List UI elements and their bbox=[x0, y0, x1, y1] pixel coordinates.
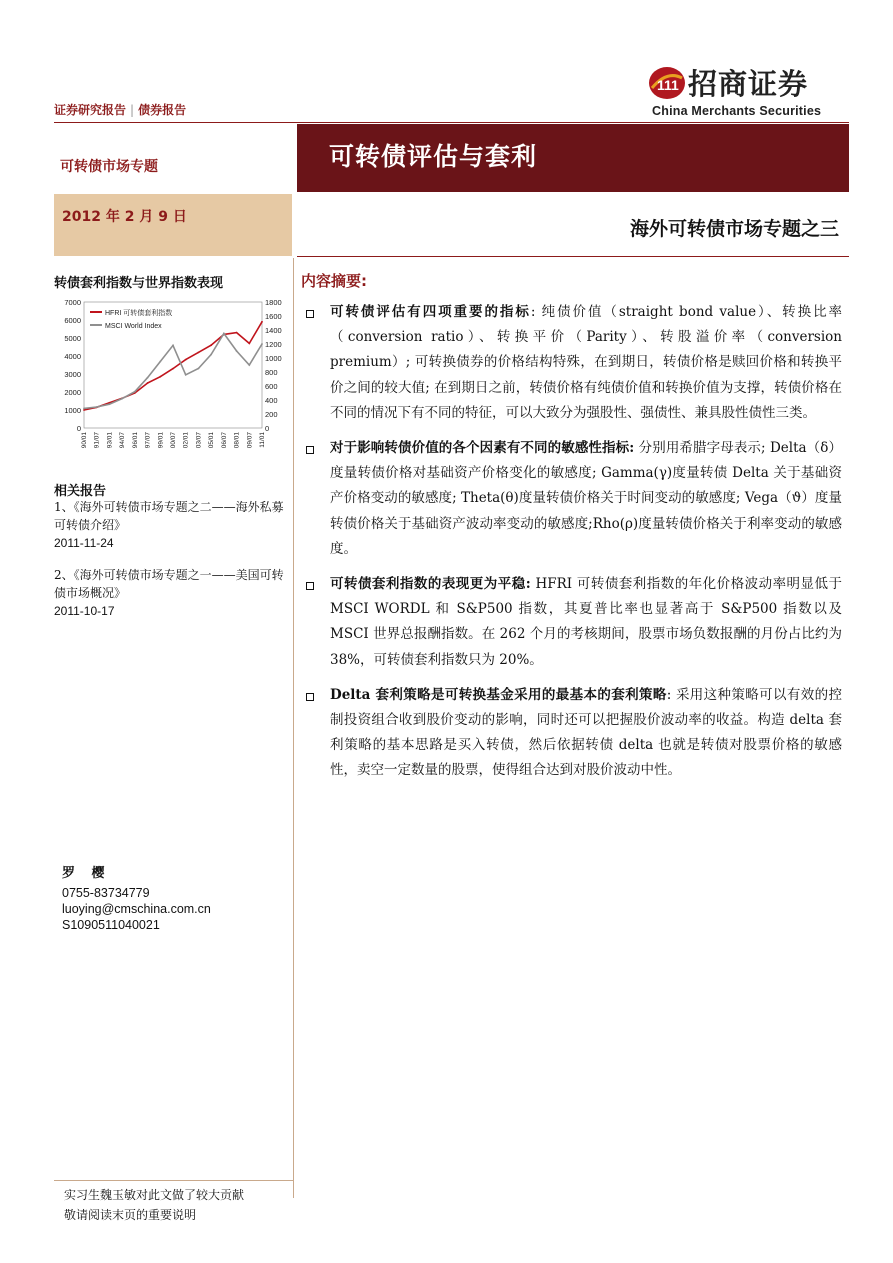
title-bar bbox=[297, 124, 849, 192]
series-point bbox=[185, 359, 187, 361]
author-phone: 0755-83734779 bbox=[62, 886, 150, 900]
y-right-tick-label: 1400 bbox=[265, 326, 282, 335]
x-tick-label: 06/07 bbox=[220, 432, 228, 449]
report-title: 可转债评估与套利 bbox=[329, 142, 538, 171]
x-tick-label: 93/01 bbox=[106, 432, 114, 449]
plot-area bbox=[84, 302, 262, 428]
footnote bbox=[64, 1185, 244, 1225]
index-chart bbox=[54, 292, 289, 462]
series-point bbox=[172, 345, 174, 347]
x-tick-label: 99/01 bbox=[157, 432, 165, 449]
series-point bbox=[121, 398, 123, 400]
topic-box bbox=[54, 124, 292, 192]
x-tick-label: 97/07 bbox=[144, 432, 152, 449]
related-reports-heading: 相关报告 bbox=[54, 484, 107, 499]
y-left-tick-label: 7000 bbox=[64, 298, 81, 307]
x-tick-label: 91/07 bbox=[93, 432, 101, 449]
report-subtitle: 海外可转债市场专题之三 bbox=[629, 218, 839, 240]
x-tick-label: 05/01 bbox=[208, 432, 216, 449]
chart-title: 转债套利指数与世界指数表现 bbox=[54, 276, 224, 291]
x-tick-label: 03/07 bbox=[195, 432, 203, 449]
topic-label: 可转债市场专题 bbox=[60, 159, 158, 175]
series-point bbox=[236, 332, 238, 334]
company-logo-icon bbox=[648, 66, 686, 100]
checkbox-bullet-icon bbox=[306, 693, 314, 701]
series-point bbox=[261, 321, 263, 323]
bullet-lead: 可转债套利指数的表现更为平稳: bbox=[330, 576, 531, 593]
y-left-tick-label: 6000 bbox=[64, 316, 81, 325]
bullet-text: : 纯债价值（straight bond value）、转换比率（conversion ratio）、转换平价（Parity）、转股溢价率（conversion premium）; 可转换债券的价格结构特殊，在到期日，转债价格是赎回价格和转换平价之间的较大值; 在到期日之前，转债价格有纯债价值和转换价值为支撑，转债价格在不同的情况下有不同的特征，可以大致分为强股性、强债性、兼具股性债性三类。 bbox=[330, 304, 843, 421]
related-report-title: 1、《海外可转债市场专题之二——海外私募可转债介绍》 bbox=[54, 500, 284, 532]
series-point bbox=[83, 409, 85, 411]
x-tick-label: 09/07 bbox=[246, 432, 254, 449]
chart-svg bbox=[54, 292, 289, 462]
summary-bullet bbox=[306, 436, 842, 562]
summary-heading: 内容摘要: bbox=[301, 272, 367, 290]
y-right-tick-label: 1600 bbox=[265, 312, 282, 321]
series-point bbox=[109, 403, 111, 405]
series-point bbox=[134, 391, 136, 393]
author-block bbox=[62, 866, 211, 933]
report-type bbox=[54, 101, 186, 118]
footnote-line-2: 敬请阅读末页的重要说明 bbox=[64, 1208, 197, 1222]
author-email[interactable]: luoying@cmschina.com.cn bbox=[62, 902, 211, 916]
y-right-tick-label: 600 bbox=[265, 382, 278, 391]
x-tick-label: 08/01 bbox=[233, 432, 241, 449]
bullet-lead: 可转债评估有四项重要的指标 bbox=[330, 304, 531, 320]
series-point bbox=[261, 343, 263, 345]
checkbox-bullet-icon bbox=[306, 446, 314, 454]
legend-label: HFRI 可转债套利指数 bbox=[105, 310, 173, 317]
report-date: 2012 年 2 月 9 日 bbox=[62, 209, 187, 225]
related-report-date: 2011-10-17 bbox=[54, 604, 115, 618]
x-tick-label: 96/01 bbox=[131, 432, 139, 449]
bullet-text: HFRI 可转债套利指数的年化价格波动率明显低于 MSCI WORDL 和 S&P500 指数，其夏普比率也显著高于 S&P500 指数以及 MSCI 世界总报酬指数。在 262 个月的考核期间，股票市场负数报酬的月份占比约为 38%，可转债套利指数只为 20%。 bbox=[330, 576, 842, 668]
series-point bbox=[96, 406, 98, 408]
bullet-lead: Delta 套利策略是可转换基金采用的最基本的套利策略 bbox=[330, 686, 667, 703]
bullet-text: 分别用希腊字母表示; Delta（δ）度量转债价格对基础资产价格变化的敏感度; Gamma(γ)度量转债 Delta 关于基础资产价格变动的敏感度; Theta(θ)度量转债价格关于时间变动的敏感度; Vega（ϑ）度量转债价格关于基础资产波动率变动的敏感度;Rho(ρ)度量转债价格关于利率变动的敏感度。 bbox=[330, 440, 842, 557]
series-point bbox=[172, 368, 174, 370]
checkbox-bullet-icon bbox=[306, 310, 314, 318]
svg-text:111: 111 bbox=[657, 77, 679, 93]
series-point bbox=[198, 368, 200, 370]
series-point bbox=[248, 364, 250, 366]
y-left-tick-label: 1000 bbox=[64, 406, 81, 415]
series-point bbox=[185, 374, 187, 376]
y-right-tick-label: 200 bbox=[265, 410, 278, 419]
author-cert: S1090511040021 bbox=[62, 918, 160, 932]
y-left-tick-label: 3000 bbox=[64, 370, 81, 379]
top-divider bbox=[54, 122, 849, 123]
brand-name-en: China Merchants Securities bbox=[652, 104, 822, 118]
series-point bbox=[223, 333, 225, 335]
footnote-line-1: 实习生魏玉敏对此文做了较大贡献 bbox=[64, 1188, 245, 1202]
column-divider bbox=[293, 258, 294, 1198]
report-type-bond: 债券报告 bbox=[138, 103, 187, 117]
date-box bbox=[54, 194, 292, 256]
series-point bbox=[83, 408, 85, 410]
brand-logo-block bbox=[648, 62, 843, 122]
x-tick-label: 02/01 bbox=[182, 432, 190, 449]
y-right-tick-label: 1000 bbox=[265, 354, 282, 363]
series-point bbox=[159, 361, 161, 363]
y-right-tick-label: 800 bbox=[265, 368, 278, 377]
checkbox-bullet-icon bbox=[306, 582, 314, 590]
footnote-divider bbox=[54, 1180, 294, 1181]
related-report-title: 2、《海外可转债市场专题之一——美国可转债市场概况》 bbox=[54, 568, 284, 600]
y-right-tick-label: 400 bbox=[265, 396, 278, 405]
y-right-tick-label: 1800 bbox=[265, 298, 282, 307]
legend-label: MSCI World Index bbox=[105, 323, 162, 330]
y-left-tick-label: 4000 bbox=[64, 352, 81, 361]
subtitle-divider bbox=[297, 256, 849, 257]
separator: | bbox=[130, 103, 135, 117]
x-tick-label: 90/01 bbox=[81, 432, 88, 449]
series-point bbox=[147, 382, 149, 384]
y-right-tick-label: 0 bbox=[265, 424, 270, 433]
x-tick-label: 11/01 bbox=[259, 432, 266, 448]
author-name: 罗 樱 bbox=[62, 866, 111, 881]
bullet-lead: 对于影响转债价值的各个因素有不同的敏感性指标: bbox=[330, 440, 635, 457]
y-left-tick-label: 5000 bbox=[64, 334, 81, 343]
series-point bbox=[159, 376, 161, 378]
summary-bullet bbox=[306, 572, 842, 673]
report-type-research: 证券研究报告 bbox=[54, 103, 127, 117]
y-left-tick-label: 2000 bbox=[64, 388, 81, 397]
bullet-text: : 采用这种策略可以有效的控制投资组合收到股价变动的影响，同时还可以把握股价波动率的收益。构造 delta 套利策略的基本思路是买入转债，然后依据转债 delta 也就是转债对股票价格的敏感性，卖空一定数量的股票，使得组合达到对股价波动中性。 bbox=[330, 686, 843, 779]
summary-bullet bbox=[306, 683, 842, 784]
y-right-tick-label: 1200 bbox=[265, 340, 282, 349]
related-report-date: 2011-11-24 bbox=[54, 536, 114, 550]
summary-bullets bbox=[306, 300, 842, 794]
series-point bbox=[210, 354, 212, 356]
series-point bbox=[147, 377, 149, 379]
series-point bbox=[210, 344, 212, 346]
series-point bbox=[236, 350, 238, 352]
x-tick-label: 00/07 bbox=[170, 432, 177, 449]
series-point bbox=[248, 343, 250, 345]
brand-name-cn: 招商证券 bbox=[688, 67, 809, 101]
series-point bbox=[198, 352, 200, 354]
x-tick-label: 94/07 bbox=[119, 432, 127, 449]
summary-bullet bbox=[306, 300, 842, 426]
related-report-1 bbox=[54, 498, 290, 552]
y-left-tick-label: 0 bbox=[76, 424, 81, 433]
related-report-2 bbox=[54, 566, 290, 620]
